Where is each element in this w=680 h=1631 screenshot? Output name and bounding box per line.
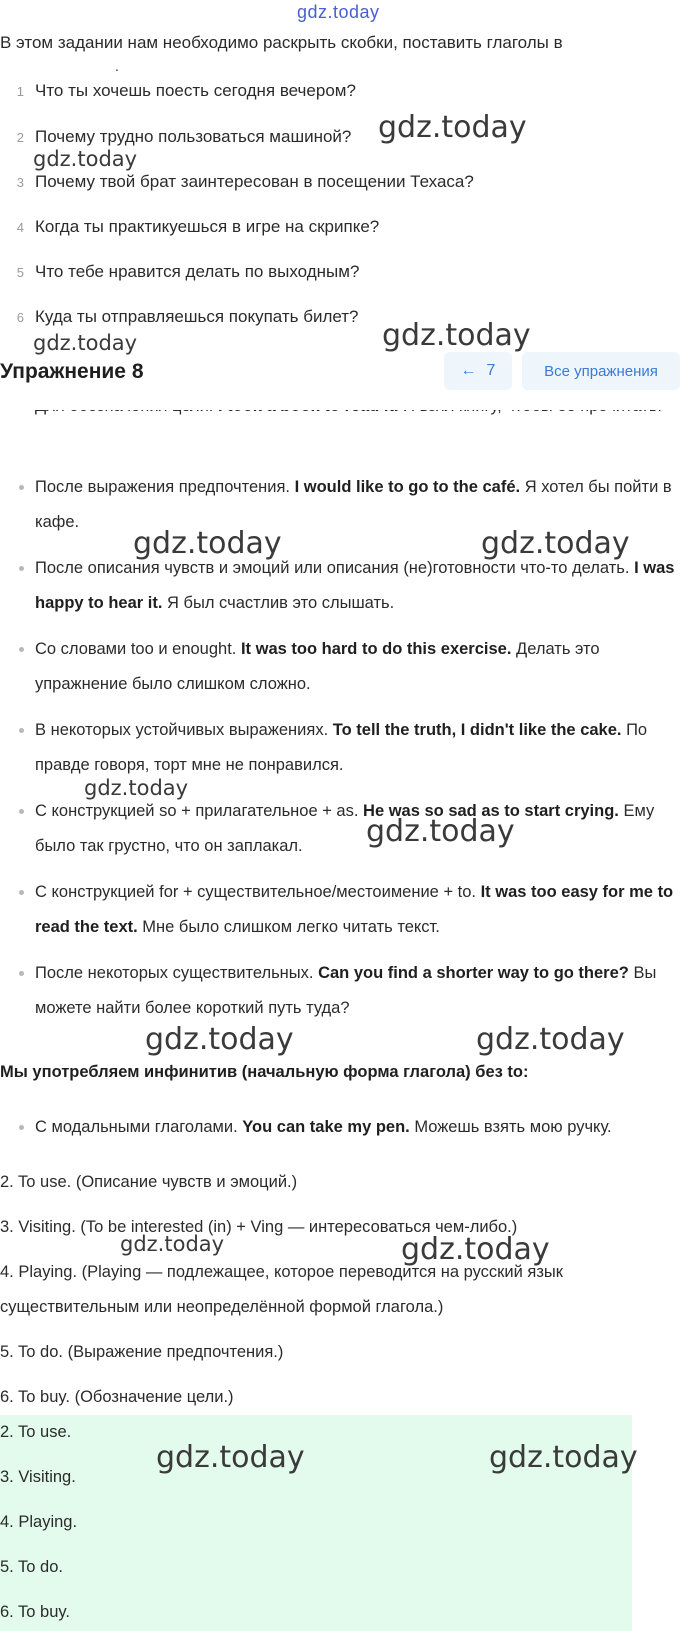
question-number: 5 (16, 265, 24, 280)
bullet-dot (19, 809, 24, 814)
question-text: Куда ты отправляешься покупать билет? (35, 307, 359, 326)
question-text: Что ты хочешь поесть сегодня вечером? (35, 81, 356, 100)
watermark: gdz.today (481, 526, 630, 561)
rule-item: С конструкцией so + прилагательное + as. He was so sad as to start crying. Ему было так грустно, что он заплакал. (35, 802, 655, 855)
question-number: 4 (16, 220, 24, 235)
answer-line: 3. Visiting. (0, 1468, 76, 1486)
bullet-dot (19, 647, 24, 652)
site-logo[interactable]: gdz.today (297, 2, 380, 22)
watermark: gdz.today (84, 776, 189, 800)
rule-item: В некоторых устойчивых выражениях. To tell the truth, I didn't like the cake. По правде говоря, торт мне не понравился. (35, 721, 648, 774)
watermark: gdz.today (489, 1440, 638, 1475)
explanation-line: 6. To buy. (Обозначение цели.) (0, 1388, 234, 1406)
question-number: 6 (16, 310, 24, 325)
watermark: gdz.today (33, 147, 138, 171)
bullet-dot (19, 890, 24, 895)
answer-line: 2. To use. (0, 1423, 72, 1441)
question-text: Почему твой брат заинтересован в посещении Техаса? (35, 172, 474, 191)
bullet-dot (19, 566, 24, 571)
question-number: 3 (16, 175, 24, 190)
task-intro: В этом задании нам необходимо раскрыть скобки, поставить глаголы в (0, 33, 563, 52)
bullet-dot (19, 971, 24, 976)
scroll-clip (0, 396, 680, 410)
intro-dot: . (115, 58, 119, 74)
question-number: 2 (16, 130, 24, 145)
explanation-line: существительным или неопределённой формой глагола.) (0, 1298, 444, 1316)
rule-item: После выражения предпочтения. I would like to go to the café. Я хотел бы пойти в кафе. (35, 478, 672, 531)
watermark: gdz.today (366, 814, 515, 849)
rule-item: С модальными глаголами. You can take my pen. Можешь взять мою ручку. (35, 1118, 612, 1136)
answer-line: 6. To buy. (0, 1603, 71, 1621)
watermark: gdz.today (133, 526, 282, 561)
sticky-header (0, 352, 680, 396)
page-title: Упражнение 8 (0, 360, 144, 383)
explanation-line: 2. To use. (Описание чувств и эмоций.) (0, 1173, 298, 1191)
question-text: Когда ты практикуешься в игре на скрипке? (35, 217, 380, 236)
question-text: Что тебе нравится делать по выходным? (35, 262, 360, 281)
watermark: gdz.today (120, 1232, 225, 1256)
answer-line: 5. To do. (0, 1558, 63, 1576)
section-heading: Мы употребляем инфинитив (начальную форма глагола) без to: (0, 1063, 529, 1081)
explanation-line: 4. Playing. (Playing — подлежащее, которое переводится на русский язык (0, 1263, 563, 1281)
watermark: gdz.today (156, 1440, 305, 1475)
rule-item: С конструкцией for + существительное/местоимение + to. It was too easy for me to read the text. Мне было слишком легко читать текст. (35, 883, 674, 936)
watermark: gdz.today (378, 110, 527, 145)
watermark: gdz.today (33, 331, 138, 355)
watermark: gdz.today (401, 1232, 550, 1267)
watermark: gdz.today (476, 1022, 625, 1057)
prev-exercise-number: 7 (486, 362, 496, 379)
all-exercises-button[interactable]: Все упражнения (522, 352, 680, 390)
question-text: Почему трудно пользоваться машиной? (35, 127, 352, 146)
watermark: gdz.today (382, 318, 531, 353)
rule-item: Со словами too и enought. It was too hard to do this exercise. Делать это упражнение было слишком сложно. (35, 640, 600, 693)
watermark: gdz.today (145, 1022, 294, 1057)
question-number: 1 (16, 84, 24, 99)
answer-line: 4. Playing. (0, 1513, 78, 1531)
rule-item: После описания чувств и эмоций или описания (не)готовности что-то делать. I was happy to hear it. Я был счастлив это слышать. (35, 559, 675, 612)
arrow-left-icon: ← (460, 362, 477, 379)
bullet-dot (19, 728, 24, 733)
explanation-line: 5. To do. (Выражение предпочтения.) (0, 1343, 284, 1361)
bullet-dot (19, 1125, 24, 1130)
explanation-line: 3. Visiting. (To be interested (in) + Ving — интересоваться чем-либо.) (0, 1218, 518, 1236)
rule-item: После некоторых существительных. Can you find a shorter way to go there? Вы можете найти более короткий путь туда? (35, 964, 657, 1017)
prev-exercise-button[interactable] (444, 352, 512, 390)
bullet-dot (19, 485, 24, 490)
